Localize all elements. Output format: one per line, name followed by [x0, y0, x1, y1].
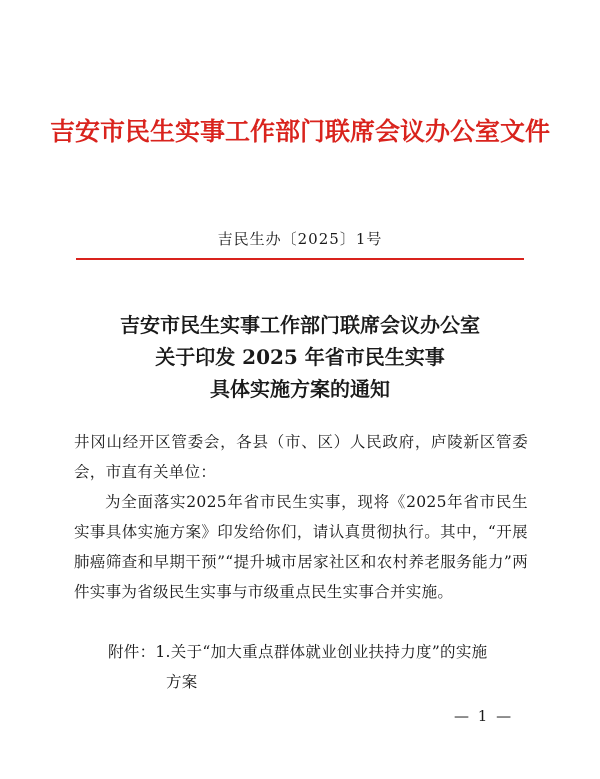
document-number: 吉民生办〔2025〕1号	[217, 230, 383, 248]
body-paragraph: 为全面落实2025年省市民生实事，现将《2025年省市民生实事具体实施方案》印发给你们，请认真贯彻执行。其中，“开展肺癌筛查和早期干预”“提升城市居家社区和农村养老服务能力”两件实事为省级民生实事与市级重点民生实事合并实施。	[74, 493, 528, 601]
notice-title-line-2: 关于印发 2025 年省市民生实事	[155, 345, 445, 369]
notice-title-line-1: 吉安市民生实事工作部门联席会议办公室	[120, 313, 480, 337]
addressees: 井冈山经开区管委会，各县（市、区）人民政府，庐陵新区管委会，市直有关单位：	[74, 433, 528, 481]
document-header-title: 吉安市民生实事工作部门联席会议办公室文件	[49, 117, 550, 146]
attachment-item-continuation: 方案	[166, 673, 198, 691]
page-number: — 1 —	[454, 707, 514, 725]
red-divider-line	[76, 258, 524, 260]
attachment-item: 附件：1.关于“加大重点群体就业创业扶持力度”的实施	[108, 643, 488, 661]
notice-title-line-3: 具体实施方案的通知	[210, 377, 390, 401]
attachment-list	[108, 637, 528, 697]
notice-title	[0, 309, 600, 405]
